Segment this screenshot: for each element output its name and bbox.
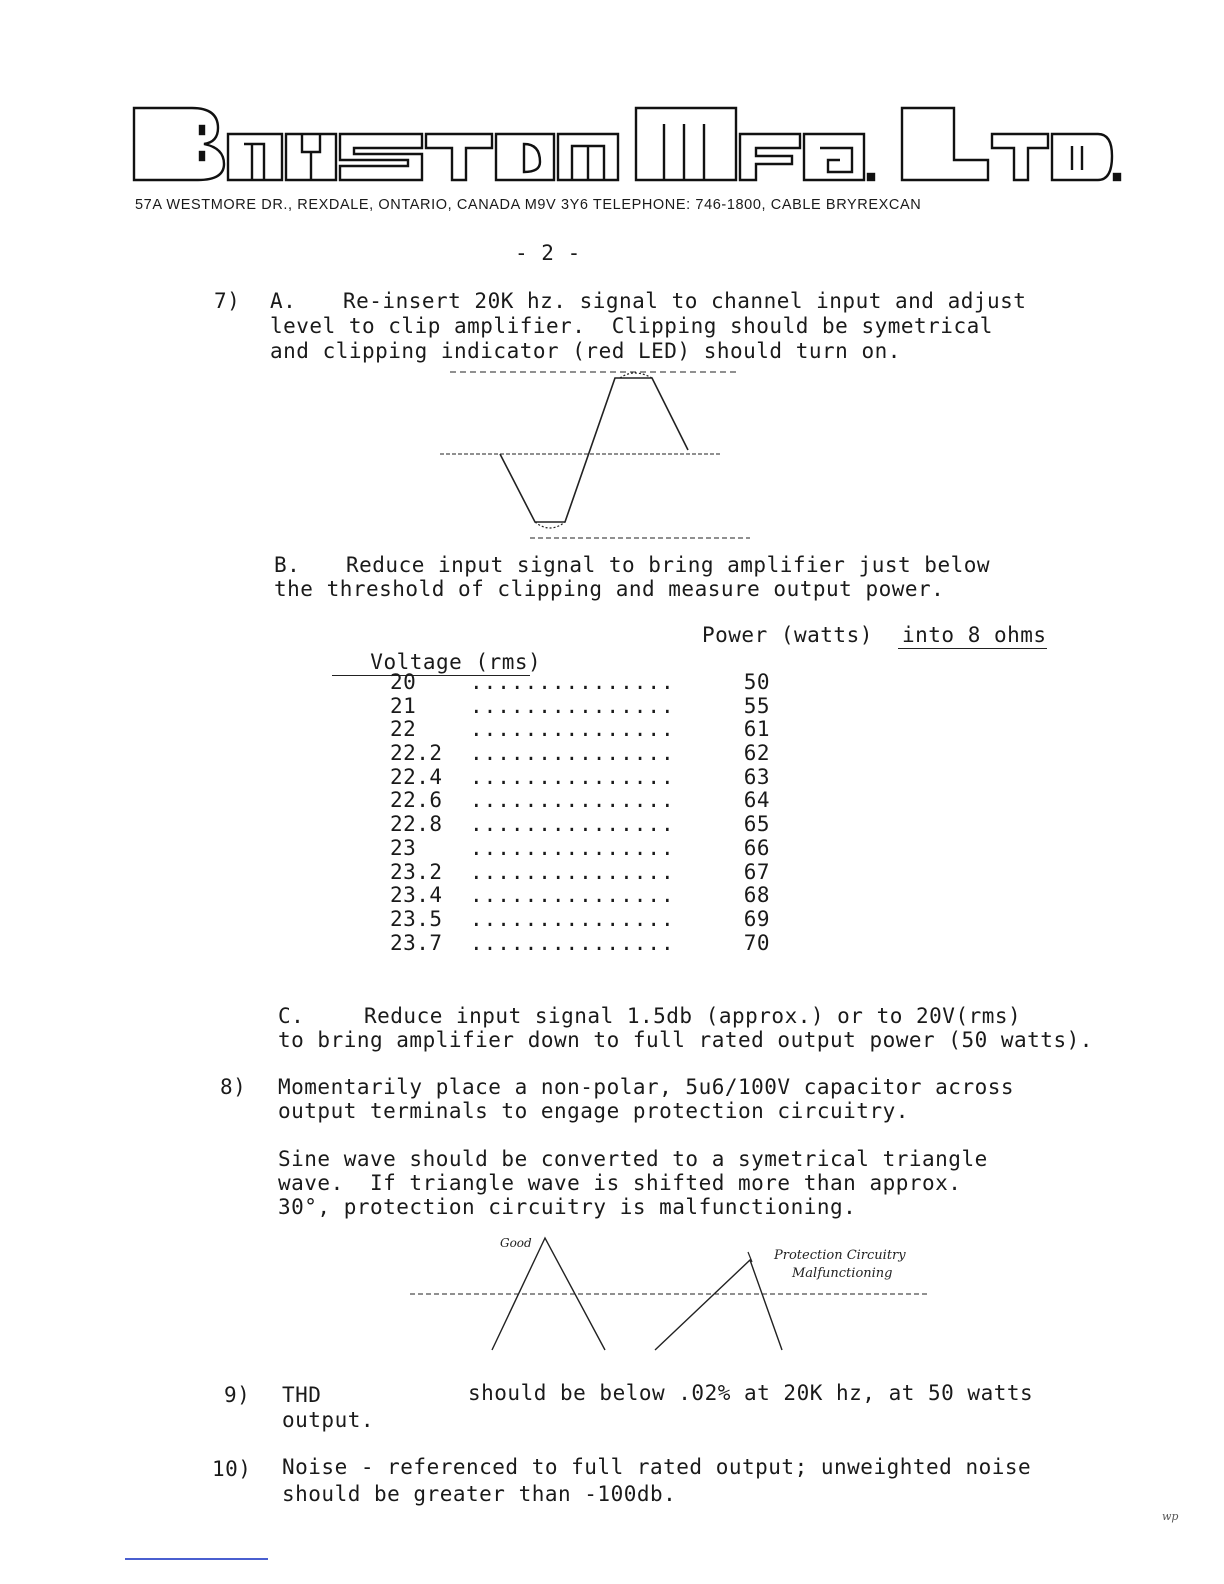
page-number: - 2 - — [515, 241, 581, 265]
step8-number: 8) — [220, 1075, 247, 1099]
power-cell: 64 — [743, 788, 770, 813]
dot-leader: ............... — [470, 859, 675, 884]
annotation-protection-2: Malfunctioning — [792, 1266, 893, 1281]
voltage-power-table — [390, 670, 790, 954]
table-header-power-suffix: into 8 ohms — [898, 623, 1047, 649]
table-row — [390, 670, 790, 694]
table-header-voltage-text: Voltage (rms) — [370, 650, 542, 674]
voltage-cell: 22.6 — [390, 788, 443, 813]
step10-number: 10) — [212, 1457, 252, 1481]
voltage-cell: 23 — [390, 835, 417, 860]
table-header-power: Power (watts) — [702, 623, 873, 647]
table-row — [390, 860, 790, 884]
power-cell: 70 — [743, 930, 770, 955]
dot-leader: ............... — [470, 883, 675, 908]
letterhead-address: 57A WESTMORE DR., REXDALE, ONTARIO, CANADA M9V 3Y6 TELEPHONE: 746-1800, CABLE BRYREXCAN — [135, 197, 922, 213]
table-row — [390, 694, 790, 718]
voltage-cell: 20 — [390, 670, 417, 694]
dot-leader: ............... — [470, 812, 675, 837]
step7a-label: A. — [270, 289, 297, 313]
table-header-voltage — [332, 625, 542, 676]
clipping-waveform-diagram — [430, 362, 760, 542]
step7-number: 7) — [214, 289, 241, 313]
table-row — [390, 788, 790, 812]
step9-text: should be below .02% at 20K hz, at 50 watts — [468, 1381, 1034, 1405]
table-row — [390, 741, 790, 765]
table-row — [390, 883, 790, 907]
voltage-cell: 23.5 — [390, 906, 443, 931]
company-logo — [132, 104, 1122, 184]
dot-leader: ............... — [470, 764, 675, 789]
dot-leader: ............... — [470, 693, 675, 718]
power-cell: 69 — [743, 906, 770, 931]
table-row — [390, 765, 790, 789]
power-cell: 68 — [743, 883, 770, 908]
voltage-cell: 22.8 — [390, 812, 443, 837]
step8-para2-line-3: 30°, protection circuitry is malfunctioning. — [278, 1195, 857, 1219]
voltage-cell: 23.4 — [390, 883, 443, 908]
dot-leader: ............... — [470, 835, 675, 860]
voltage-cell: 22 — [390, 717, 417, 742]
table-row — [390, 907, 790, 931]
dot-leader: ............... — [470, 670, 675, 694]
annotation-protection-1: Protection Circuitry — [774, 1248, 906, 1263]
step8-para2-line-2: wave. If triangle wave is shifted more than approx. — [278, 1171, 962, 1195]
power-cell: 62 — [743, 741, 770, 766]
step7c-line-1: Reduce input signal 1.5db (approx.) or to 20V(rms) — [364, 1004, 1022, 1028]
dot-leader: ............... — [470, 741, 675, 766]
step9-number: 9) — [224, 1383, 251, 1407]
power-cell: 55 — [743, 693, 770, 718]
step7c-line-2: to bring amplifier down to full rated output power (50 watts). — [278, 1028, 1093, 1052]
step10-line-1: Noise - referenced to full rated output; unweighted noise — [282, 1455, 1032, 1479]
dot-leader: ............... — [470, 717, 675, 742]
voltage-cell: 23.2 — [390, 859, 443, 884]
corner-initials: wp — [1162, 1510, 1179, 1523]
dot-leader: ............... — [470, 930, 675, 955]
step7b-line-1: Reduce input signal to bring amplifier just below — [346, 553, 991, 577]
step8-line-1: Momentarily place a non-polar, 5u6/100V capacitor across — [278, 1075, 1015, 1099]
power-cell: 65 — [743, 812, 770, 837]
dot-leader: ............... — [470, 906, 675, 931]
power-cell: 63 — [743, 764, 770, 789]
dot-leader: ............... — [470, 788, 675, 813]
voltage-cell: 23.7 — [390, 930, 443, 955]
step7b-label: B. — [274, 553, 301, 577]
voltage-cell: 22.4 — [390, 764, 443, 789]
voltage-cell: 21 — [390, 693, 417, 718]
annotation-good: Good — [500, 1236, 532, 1250]
step7b-line-2: the threshold of clipping and measure output power. — [274, 577, 945, 601]
power-cell: 50 — [743, 670, 770, 694]
power-cell: 67 — [743, 859, 770, 884]
power-cell: 61 — [743, 717, 770, 742]
step7c-label: C. — [278, 1004, 305, 1028]
table-row — [390, 812, 790, 836]
logo-graphic — [132, 104, 1122, 184]
step9-label: THD — [282, 1383, 322, 1407]
scan-edge-line — [125, 1558, 268, 1560]
step9-line-2: output. — [282, 1408, 375, 1432]
table-row — [390, 931, 790, 955]
voltage-cell: 22.2 — [390, 741, 443, 766]
power-cell: 66 — [743, 835, 770, 860]
step8-para2-line-1: Sine wave should be converted to a symetrical triangle — [278, 1147, 988, 1171]
table-row — [390, 717, 790, 741]
step10-line-2: should be greater than -100db. — [282, 1482, 677, 1506]
step7a-line-1: Re-insert 20K hz. signal to channel input and adjust — [343, 289, 1027, 313]
table-row — [390, 836, 790, 860]
step7a-line-2: level to clip amplifier. Clipping should be symetrical — [270, 314, 993, 338]
step8-line-2: output terminals to engage protection circuitry. — [278, 1099, 909, 1123]
step7a-line-3: and clipping indicator (red LED) should turn on. — [270, 339, 901, 363]
